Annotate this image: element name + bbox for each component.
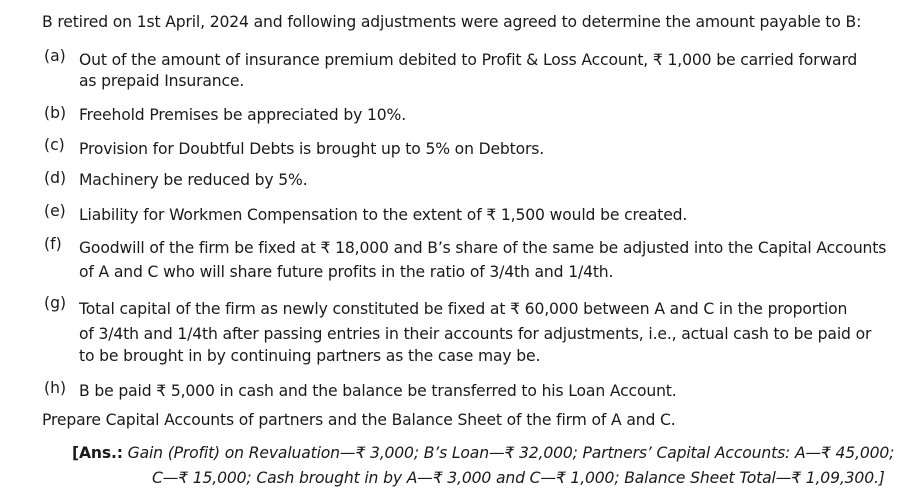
answer-prefix: [Ans.: [72, 444, 123, 462]
item-label-h: (h) [44, 379, 67, 397]
item-h-line-1: B be paid ₹ 5,000 in cash and the balance be transferred to his Loan Account. [79, 382, 677, 400]
prepare-instruction: Prepare Capital Accounts of partners and the Balance Sheet of the firm of A and C. [42, 411, 676, 429]
item-c-line-1: Provision for Doubtful Debts is brought up to 5% on Debtors. [79, 140, 545, 158]
item-a-line-1: Out of the amount of insurance premium debited to Profit & Loss Account, ₹ 1,000 be carried forward [79, 51, 858, 69]
item-label-e: (e) [44, 202, 66, 220]
item-d-line-1: Machinery be reduced by 5%. [79, 171, 308, 189]
item-label-c: (c) [44, 136, 65, 154]
item-g-line-2: of 3/4th and 1/4th after passing entries in their accounts for adjustments, i.e., actual cash to be paid or [79, 325, 872, 343]
item-g-line-1: Total capital of the firm as newly constituted be fixed at ₹ 60,000 between A and C in the proportion [79, 300, 848, 318]
answer-line-2: C—₹ 15,000; Cash brought in by A—₹ 3,000 and C—₹ 1,000; Balance Sheet Total—₹ 1,09,300.] [152, 469, 885, 487]
item-b-line-1: Freehold Premises be appreciated by 10%. [79, 106, 407, 124]
item-g-line-3: to be brought in by continuing partners as the case may be. [79, 347, 541, 365]
answer-line-1 [72, 443, 894, 463]
item-a-line-2: as prepaid Insurance. [79, 72, 245, 90]
answer-text-1: Gain (Profit) on Revaluation—₹ 3,000; B’s Loan—₹ 32,000; Partners’ Capital Accounts: A—₹ 45,000; [127, 444, 895, 462]
item-f-line-1: Goodwill of the firm be fixed at ₹ 18,000 and B’s share of the same be adjusted into the Capital Accounts [79, 239, 887, 257]
item-e-line-1: Liability for Workmen Compensation to the extent of ₹ 1,500 would be created. [79, 206, 688, 224]
item-label-f: (f) [44, 235, 62, 253]
item-label-b: (b) [44, 104, 67, 122]
item-label-a: (a) [44, 47, 66, 65]
item-label-d: (d) [44, 169, 67, 187]
intro-text: B retired on 1st April, 2024 and following adjustments were agreed to determine the amount payable to B: [42, 13, 862, 31]
item-f-line-2: of A and C who will share future profits in the ratio of 3/4th and 1/4th. [79, 263, 614, 281]
item-label-g: (g) [44, 294, 67, 312]
